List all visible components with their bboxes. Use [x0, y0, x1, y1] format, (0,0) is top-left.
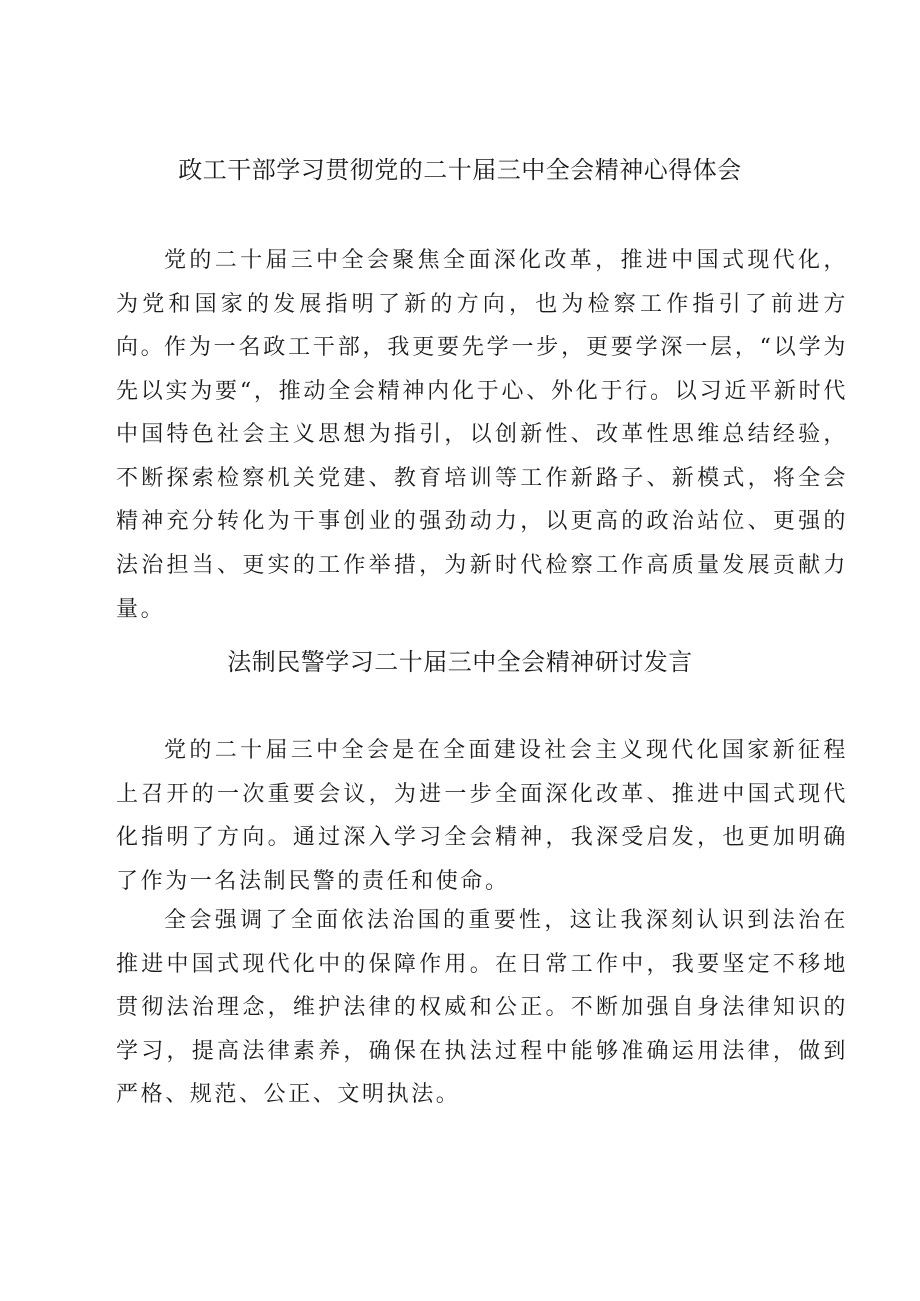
section-title: 法制民警学习二十届三中全会精神研讨发言	[227, 648, 693, 676]
paragraph: 党的二十届三中全会是在全面建设社会主义现代化国家新征程上召开的一次重要会议，为进一步全面深化改革、推进中国式现代化指明了方向。通过深入学习全会精神，我深受启发，也更加明确了作为一名法制民警的责任和使命。	[116, 738, 848, 894]
paragraph: 全会强调了全面依法治国的重要性，这让我深刻认识到法治在推进中国式现代化中的保障作用。在日常工作中，我要坚定不移地贯彻法治理念，维护法律的权威和公正。不断加强自身法律知识的学习，提高法律素养，确保在执法过程中能够准确运用法律，做到严格、规范、公正、文明执法。	[116, 908, 848, 1108]
paragraph: 党的二十届三中全会聚焦全面深化改革，推进中国式现代化，为党和国家的发展指明了新的方向，也为检察工作指引了前进方向。	[116, 248, 848, 361]
paragraph: 作为一名政工干部，我更要先学一步，更要学深一层，“以学为先以实为要“，推动全会精神内化于心、外化于行。以习近平新时代中国特色社会主义思想为指引，以创新性、改革性思维总结经验，不断探索检察机关党建、教育培训等工作新路子、新模式，将全会精神充分转化为干事创业的强劲动力，以更高的政治站位、更强的法治担当、更实的工作举措，为新时代检察工作高质量发展贡献力量。	[116, 335, 848, 622]
section-title: 政工干部学习贯彻党的二十届三中全会精神心得体会	[178, 156, 742, 184]
